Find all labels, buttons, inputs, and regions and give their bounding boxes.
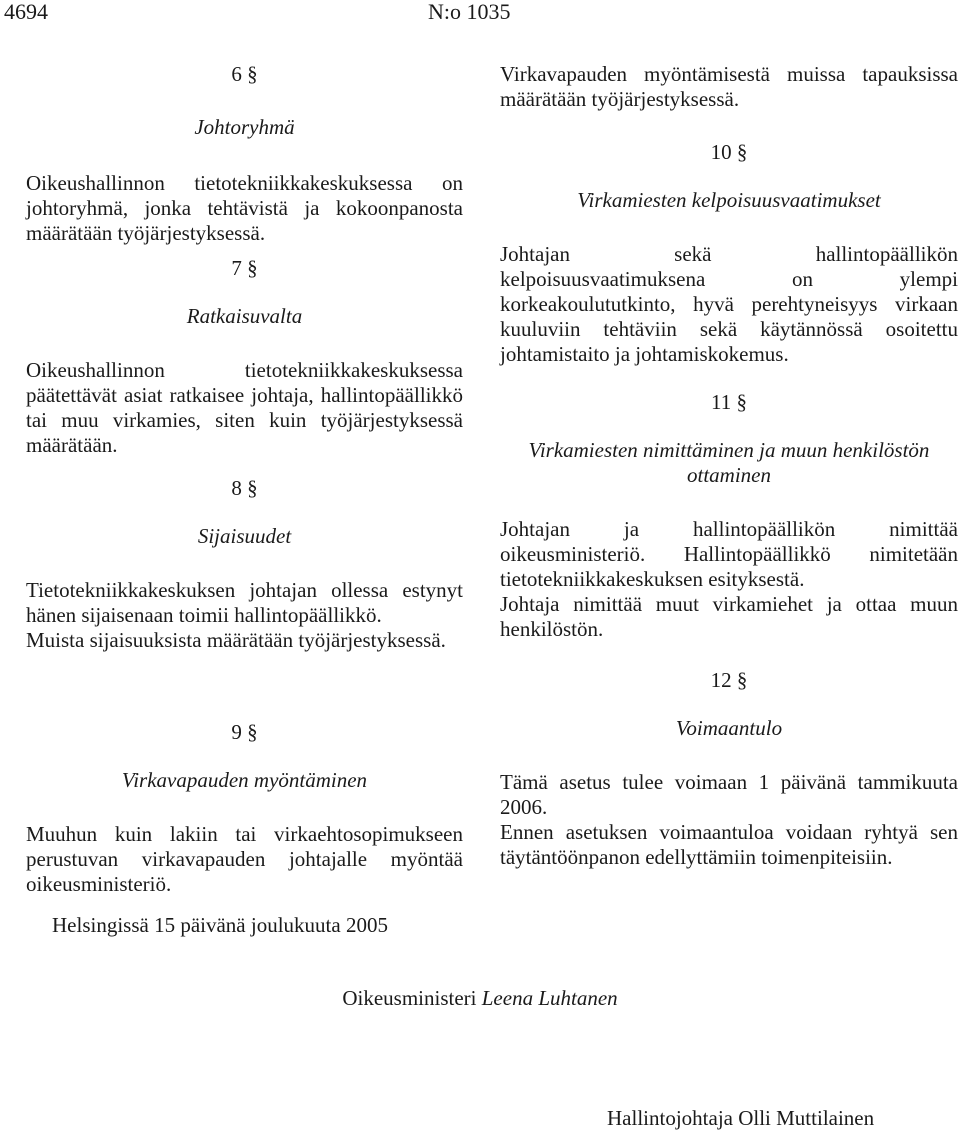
section-number: 7 § [231,256,258,280]
section-title: Sijaisuudet [197,524,292,548]
section-10 [500,140,958,367]
page-header [0,0,960,30]
section-number: 11 § [711,390,747,414]
minister-signature [0,986,960,1011]
section-text: Johtajan sekä hallintopäällikön kelpoisuusvaatimuksena on ylempi korkeakoulututkinto, hyvä perehtyneisyys virkaan kuuluviin tehtäviin sekä käytännössä osoitettu johtamistaito ja johtamiskokemus. [500,242,958,366]
section-8 [26,476,463,653]
minister-name: Leena Luhtanen [481,986,618,1010]
section-title: Ratkaisuvalta [186,304,303,328]
issue-number: N:o 1035 [428,0,511,24]
section-text: Tämä asetus tulee voimaan 1 päivänä tammikuuta 2006. [500,770,958,819]
place-and-date: Helsingissä 15 päivänä joulukuuta 2005 [52,913,388,937]
section-9 [26,720,463,897]
section-text: Tietotekniikkakeskuksen johtajan ollessa estynyt hänen sijaisenaan toimii hallintopäällikkö. [26,578,463,627]
section-11 [500,390,958,642]
admin-signature: Hallintojohtaja Olli Muttilainen [607,1106,875,1130]
section-number: 10 § [710,140,748,164]
section-title: Virkamiesten nimittäminen ja muun henkilöstön ottaminen [528,438,930,487]
section-7 [26,256,463,458]
continuation [500,62,958,112]
section-number: 9 § [231,720,258,744]
section-title: Johtoryhmä [194,115,295,139]
section-text: Oikeushallinnon tietotekniikkakeskuksessa päätettävät asiat ratkaisee johtaja, hallintopäällikkö tai muu virkamies, siten kuin työjärjestyksessä määrätään. [26,358,463,457]
minister-title: Oikeusministeri [342,986,477,1010]
section-text: Johtaja nimittää muut virkamiehet ja ottaa muun henkilöstön. [500,592,958,641]
section-text: Ennen asetuksen voimaantuloa voidaan ryhtyä sen täytäntöönpanon edellyttämiin toimenpiteisiin. [500,820,958,869]
section-title: Virkavapauden myöntäminen [121,768,368,792]
section-12 [500,668,958,870]
section-text: Muista sijaisuuksista määrätään työjärjestyksessä. [26,628,446,652]
section-number: 12 § [710,668,748,692]
page-number: 4694 [4,0,48,24]
section-number: 6 § [231,62,258,86]
section-6 [26,62,463,246]
section-text: Johtajan ja hallintopäällikön nimittää oikeusministeriö. Hallintopäällikkö nimitetään tietotekniikkakeskuksen esityksestä. [500,517,958,591]
section-text: Muuhun kuin lakiin tai virkaehtosopimukseen perustuvan virkavapauden johtajalle myöntää oikeusministeriö. [26,822,463,896]
section-number: 8 § [231,476,258,500]
section-title: Virkamiesten kelpoisuusvaatimukset [577,188,881,212]
section-text: Virkavapauden myöntämisestä muissa tapauksissa määrätään työjärjestyksessä. [500,62,958,111]
section-text: Oikeushallinnon tietotekniikkakeskuksessa on johtoryhmä, jonka tehtävistä ja kokoonpanosta määrätään työjärjestyksessä. [26,171,463,245]
section-title: Voimaantulo [675,716,783,740]
